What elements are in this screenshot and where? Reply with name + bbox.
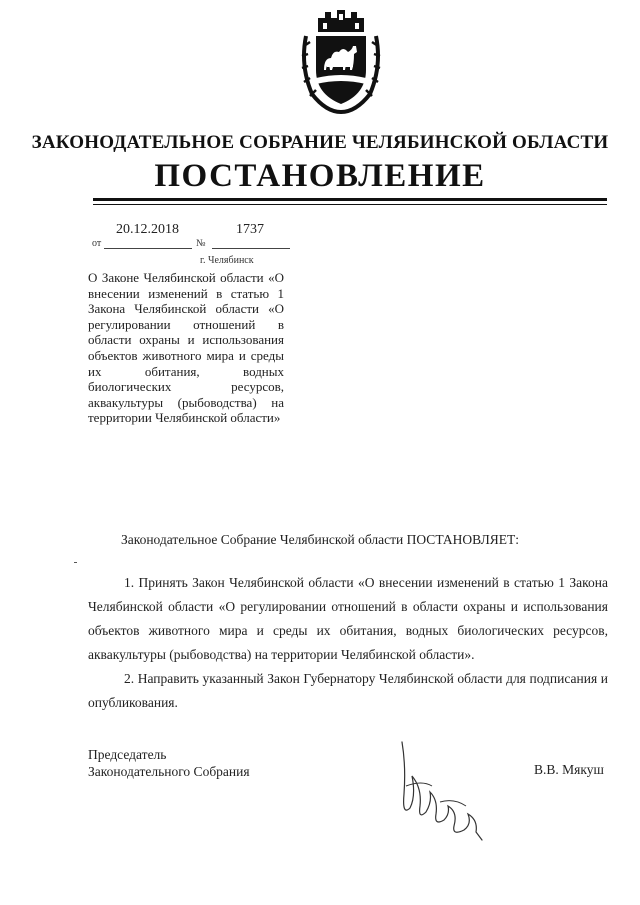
signatory-title-line1: Председатель [88,747,167,762]
document-date: 20.12.2018 [116,222,179,237]
header-divider-thin [93,204,607,205]
header-divider-thick [93,198,607,201]
date-prefix: от [92,238,102,249]
document-number: 1737 [236,222,264,237]
signatory-title-line2: Законодательного Собрания [88,764,250,779]
number-prefix: № [196,238,206,249]
document-type-title: ПОСТАНОВЛЕНИЕ [154,158,486,194]
date-underline [104,247,192,249]
handwritten-signature-icon [392,736,502,844]
number-underline [212,247,290,249]
resolution-item-1: 1. Принять Закон Челябинской области «О внесении изменений в статью 1 Закона Челябинской области «О регулировании отношений в области охраны и использования объектов животного мира и среды их обитания, водных биологических ресурсов, аквакультуры (рыбоводства) на территории Челябинской области». [88,575,608,662]
margin-mark [74,562,77,563]
coat-of-arms-icon [298,8,384,114]
signatory-title [88,746,250,780]
organization-title: ЗАКОНОДАТЕЛЬНОЕ СОБРАНИЕ ЧЕЛЯБИНСКОЙ ОБЛАСТИ [31,132,609,153]
signatory-name: В.В. Мякуш [534,762,604,777]
resolution-subject: О Законе Челябинской области «О внесении изменений в статью 1 Закона Челябинской области «О регулировании отношений в области охраны и использования объектов животного мира и среды их обитания, водных биологических ресурсов, аквакультуры (рыбоводства) на территории Челябинской области» [88,270,284,426]
resolution-item-2: 2. Направить указанный Закон Губернатору Челябинской области для подписания и опубликования. [88,671,608,710]
resolves-statement: Законодательное Собрание Челябинской области ПОСТАНОВЛЯЕТ: [120,532,520,547]
city-label: г. Челябинск [200,255,254,266]
resolution-body [88,571,608,715]
